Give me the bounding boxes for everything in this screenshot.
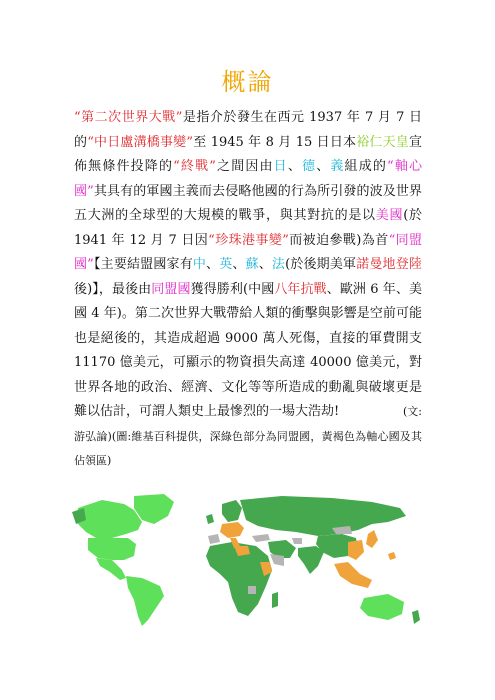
text-segment: 裕仁天皇 (356, 134, 409, 150)
text-segment: 、 (206, 257, 220, 272)
text-segment: 蘇 (245, 257, 259, 272)
map-region-neutral-africa (248, 586, 256, 594)
map-region-canada (76, 500, 142, 538)
text-segment: 【主要結盟國家有 (93, 257, 193, 272)
text-segment: 後)】，最後由 (74, 281, 152, 297)
text-segment: 組成的 (344, 159, 388, 174)
map-region-central-america (96, 558, 126, 580)
map-region-australia (360, 594, 404, 620)
text-segment: 至 1945 年 8 月 15 日日本 (193, 134, 357, 150)
text-segment: 義 (330, 159, 345, 174)
page-title: 概論 (221, 68, 274, 96)
text-segment: 中 (192, 257, 207, 272)
text-segment: 其具有的軍國主義而去侵略他國的行為所引發的波及世界五大洲的全球型的大規模的戰爭，與其對抗的是以 (74, 183, 422, 223)
map-region-japan (366, 530, 378, 548)
text-segment: 、 (287, 159, 303, 174)
map-region-axis-southeast-asia (334, 562, 372, 588)
text-segment: 、 (232, 257, 246, 272)
text-segment: “珍珠港事變” (208, 232, 289, 248)
map-region-axis-east-asia (348, 540, 364, 560)
text-segment: 八年抗戰 (274, 281, 327, 297)
text-segment: 諾曼地登陸 (356, 257, 422, 272)
text-segment: 、 (316, 159, 331, 174)
map-region-madagascar (272, 592, 278, 608)
text-segment: “中日盧溝橋事變” (87, 134, 194, 150)
text-segment: 英 (219, 257, 233, 272)
text-segment: 、歐洲 6 年、美國 4 年)。第二次世界大戰帶給人類的衝擊與影響是空前可能也是絕後的，其造成超過 9000 萬人死傷，直接的軍費開支 11170 億美元，可顯示的物資損失高達 40000 億美元，對世界各地的政治、經濟、文化等等所造成的動亂與破壞更是難以估計，可謂人類史上最慘烈的一場大浩劫! (74, 281, 422, 419)
map-region-south-america (126, 576, 164, 626)
text-segment: 而被迫參戰)為首 (288, 232, 389, 248)
text-segment: “軸心國” (74, 159, 422, 199)
text-segment: 之間因由 (215, 159, 274, 174)
text-segment: “終戰” (173, 159, 216, 174)
text-segment: (於 1941 年 12 月 7 日因 (74, 208, 422, 248)
map-region-neutral-afghanistan (292, 538, 302, 544)
text-segment: 是指介於發生在西元 1937 年 7 月 7 日的 (74, 110, 423, 150)
map-region-neutral-arabia (270, 554, 284, 566)
text-segment: 德 (302, 159, 317, 174)
map-region-axis-pacific (388, 552, 396, 560)
map-region-soviet-union (240, 496, 406, 536)
text-segment: 獲得勝利(中國 (190, 281, 275, 297)
map-region-uk (206, 514, 214, 524)
text-segment: 日 (273, 159, 288, 174)
map-region-india (298, 546, 324, 574)
map-region-usa (88, 538, 136, 560)
image-credit: 游弘論)(圖:維基百科提供，深綠色部分為同盟國，黃褐色為軸心國及其佔領區) (74, 429, 422, 467)
text-segment: 宣佈無條件投降的 (74, 134, 422, 174)
text-segment: “第二次世界大戰” (74, 110, 183, 125)
map-region-axis-europe (220, 522, 244, 538)
map-region-neutral-turkey (252, 534, 270, 542)
author-attribution: (文: (403, 405, 422, 418)
map-region-northern-europe (222, 500, 242, 522)
world-map-figure (72, 494, 424, 626)
text-segment: 法 (271, 257, 286, 272)
text-segment: 同盟國 (151, 281, 191, 297)
text-segment: 、 (258, 257, 272, 272)
map-region-neutral-iberia (208, 534, 220, 544)
text-segment: “同盟國” (74, 232, 423, 272)
map-region-new-zealand (412, 610, 420, 624)
intro-paragraph (74, 106, 422, 474)
text-segment: (於後期美軍 (285, 257, 357, 272)
text-segment: 美國 (375, 208, 404, 223)
